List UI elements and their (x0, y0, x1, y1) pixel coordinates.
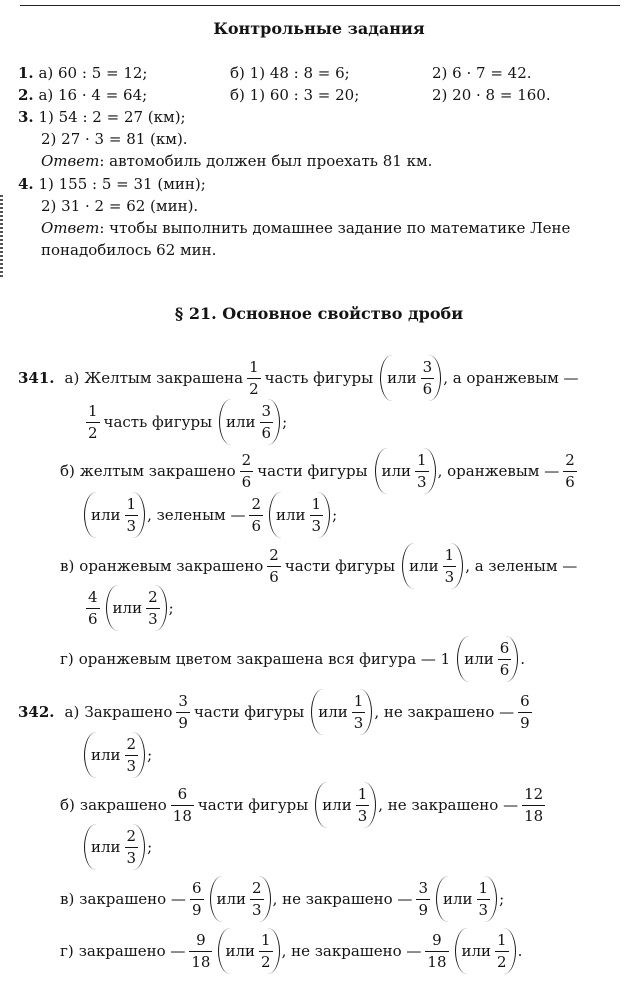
control-line-4: 2) 27 · 3 = 81 (км). (41, 130, 188, 148)
numerator: 2 (125, 737, 139, 756)
numerator: 3 (260, 404, 274, 423)
fraction (171, 784, 194, 825)
numerator: 2 (250, 881, 264, 900)
fraction (425, 930, 448, 971)
numerator: 1 (247, 360, 261, 379)
task-341-c-line2: $\frac{4}{6}$ или $\frac{2}{3}$ ; (82, 583, 174, 633)
fraction (240, 450, 254, 491)
denominator: 6 (88, 609, 98, 628)
task-342-b-line1: б) закрашено $\frac{6}{18}$ части фигуры или $\frac{1}{3}$ , не закрашено — $\frac{12}{18}$ (60, 780, 549, 830)
denominator: 9 (418, 900, 428, 919)
paren-group: или $\frac{1}{3}$ (315, 782, 376, 828)
task-342-d-line1: г) закрашено — $\frac{9}{18}$ или $\frac{1}{2}$ , не закрашено — $\frac{9}{18}$ или $\frac{1}{2}$ . (60, 926, 522, 976)
numerator: 6 (518, 694, 532, 713)
numerator: 6 (498, 641, 512, 660)
numerator: 6 (190, 881, 204, 900)
denominator: 18 (191, 952, 211, 971)
control-title: Контрольные задания (213, 19, 425, 38)
denominator: 3 (126, 848, 137, 867)
fraction (86, 401, 100, 442)
control-line-2c: 2) 20 · 8 = 160. (432, 86, 551, 104)
numerator: 1 (415, 453, 429, 472)
paren-group: или $\frac{1}{3}$ (402, 543, 463, 589)
fraction (189, 930, 212, 971)
control-line-1: 1. а) 60 : 5 = 12; (18, 64, 148, 82)
paren-group: или $\frac{3}{6}$ (219, 399, 280, 445)
denominator: 6 (251, 516, 261, 535)
numerator: 6 (171, 787, 194, 806)
paren-group: или $\frac{1}{3}$ (436, 876, 497, 922)
margin-dots (0, 195, 3, 277)
numerator: 1 (356, 787, 370, 806)
denominator: 3 (311, 516, 322, 535)
denominator: 6 (269, 567, 279, 586)
paren-group: или $\frac{6}{6}$ (457, 636, 518, 682)
numerator: 1 (477, 881, 491, 900)
numerator: 1 (310, 497, 324, 516)
task-341-c-line1: в) оранжевым закрашено $\frac{2}{6}$ части фигуры или $\frac{1}{3}$ , а зеленым — (60, 541, 577, 591)
numerator: 3 (176, 694, 190, 713)
fraction (522, 784, 545, 825)
numerator: 3 (421, 360, 435, 379)
task-342-a-line1: 342. а) Закрашено $\frac{3}{9}$ части фигуры или $\frac{1}{3}$ , не закрашено — $\frac{6}{9}$ (18, 687, 536, 737)
numerator: 2 (146, 590, 160, 609)
paren-group: или $\frac{1}{2}$ (455, 928, 516, 974)
denominator: 6 (499, 660, 510, 679)
numerator: 1 (86, 404, 100, 423)
numerator: 9 (189, 933, 212, 952)
fraction (518, 691, 532, 732)
paren-group: или $\frac{1}{2}$ (218, 928, 279, 974)
control-line-1c: 2) 6 · 7 = 42. (432, 64, 532, 82)
numerator: 1 (443, 548, 457, 567)
numerator: 2 (267, 548, 281, 567)
denominator: 3 (126, 756, 137, 775)
denominator: 3 (353, 713, 364, 732)
task-341-b-line1: б) желтым закрашено $\frac{2}{6}$ части фигуры или $\frac{1}{3}$ , оранжевым — $\frac{2}{6}$ (60, 446, 581, 496)
task-342-c-line1: в) закрашено — $\frac{6}{9}$ или $\frac{2}{3}$ , не закрашено — $\frac{3}{9}$ или $\frac{1}{3}$ ; (60, 874, 504, 924)
task-341-d-line1: г) оранжевым цветом закрашена вся фигура — 1 или $\frac{6}{6}$ . (60, 634, 525, 684)
control-line-2: 2. а) 16 · 4 = 64; (18, 86, 148, 104)
denominator: 3 (357, 806, 368, 825)
fraction (247, 357, 261, 398)
control-line-1b: б) 1) 48 : 8 = 6; (230, 64, 350, 82)
numerator: 9 (425, 933, 448, 952)
denominator: 2 (88, 423, 98, 442)
denominator: 3 (444, 567, 455, 586)
denominator: 6 (422, 379, 433, 398)
paren-group: или $\frac{2}{3}$ (106, 585, 167, 631)
control-line-3: 3. 1) 54 : 2 = 27 (км); (18, 108, 186, 126)
numerator: 2 (125, 829, 139, 848)
denominator: 18 (524, 806, 544, 825)
fraction (86, 587, 100, 628)
denominator: 2 (261, 952, 271, 971)
denominator: 6 (261, 423, 272, 442)
paren-group: или $\frac{2}{3}$ (210, 876, 271, 922)
paren-group: или $\frac{1}{3}$ (84, 492, 145, 538)
fraction (249, 494, 263, 535)
denominator: 3 (148, 609, 158, 628)
denominator: 3 (252, 900, 262, 919)
fraction (190, 878, 204, 919)
fraction (416, 878, 430, 919)
control-answer-2: Ответ: чтобы выполнить домашнее задание по математике Лене (41, 219, 571, 237)
denominator: 6 (241, 472, 252, 491)
numerator: 3 (416, 881, 430, 900)
numerator: 2 (249, 497, 263, 516)
denominator: 3 (478, 900, 489, 919)
denominator: 2 (497, 952, 507, 971)
numerator: 1 (495, 933, 509, 952)
fraction (176, 691, 190, 732)
paren-group: или $\frac{2}{3}$ (84, 824, 145, 870)
numerator: 1 (125, 497, 139, 516)
denominator: 3 (417, 472, 427, 491)
denominator: 9 (178, 713, 188, 732)
fraction (563, 450, 577, 491)
top-rule (20, 5, 620, 6)
numerator: 1 (352, 694, 366, 713)
control-line-9: понадобилось 62 мин. (41, 241, 217, 259)
numerator: 4 (86, 590, 100, 609)
denominator: 9 (191, 900, 202, 919)
fraction (267, 545, 281, 586)
denominator: 6 (565, 472, 575, 491)
denominator: 2 (249, 379, 259, 398)
paren-group: или $\frac{1}{3}$ (375, 448, 436, 494)
task-341-a-line1: 341. а) Желтым закрашена $\frac{1}{2}$ часть фигуры или $\frac{3}{6}$ , а оранжевым — (18, 353, 579, 403)
numerator: 2 (240, 453, 254, 472)
task-342-b-line2: или $\frac{2}{3}$ ; (82, 822, 152, 872)
numerator: 1 (259, 933, 273, 952)
control-line-2b: б) 1) 60 : 3 = 20; (230, 86, 360, 104)
task-341-b-line2: или $\frac{1}{3}$ , зеленым — $\frac{2}{6}$ или $\frac{1}{3}$ ; (82, 490, 337, 540)
denominator: 18 (427, 952, 447, 971)
control-answer-1: Ответ: автомобиль должен был проехать 81 км. (41, 152, 433, 170)
denominator: 3 (126, 516, 137, 535)
denominator: 18 (172, 806, 192, 825)
numerator: 12 (522, 787, 545, 806)
paren-group: или $\frac{1}{3}$ (269, 492, 330, 538)
task-342-a-line2: или $\frac{2}{3}$ ; (82, 730, 152, 780)
paren-group: или $\frac{3}{6}$ (380, 355, 441, 401)
numerator: 2 (563, 453, 577, 472)
task-341-a-line2: $\frac{1}{2}$ часть фигуры или $\frac{3}{6}$ ; (82, 397, 287, 447)
control-line-6: 4. 1) 155 : 5 = 31 (мин); (18, 175, 206, 193)
paren-group: или $\frac{1}{3}$ (311, 689, 372, 735)
paren-group: или $\frac{2}{3}$ (84, 732, 145, 778)
control-line-7: 2) 31 · 2 = 62 (мин). (41, 197, 199, 215)
denominator: 9 (520, 713, 530, 732)
section-title: § 21. Основное свойство дроби (174, 304, 464, 323)
